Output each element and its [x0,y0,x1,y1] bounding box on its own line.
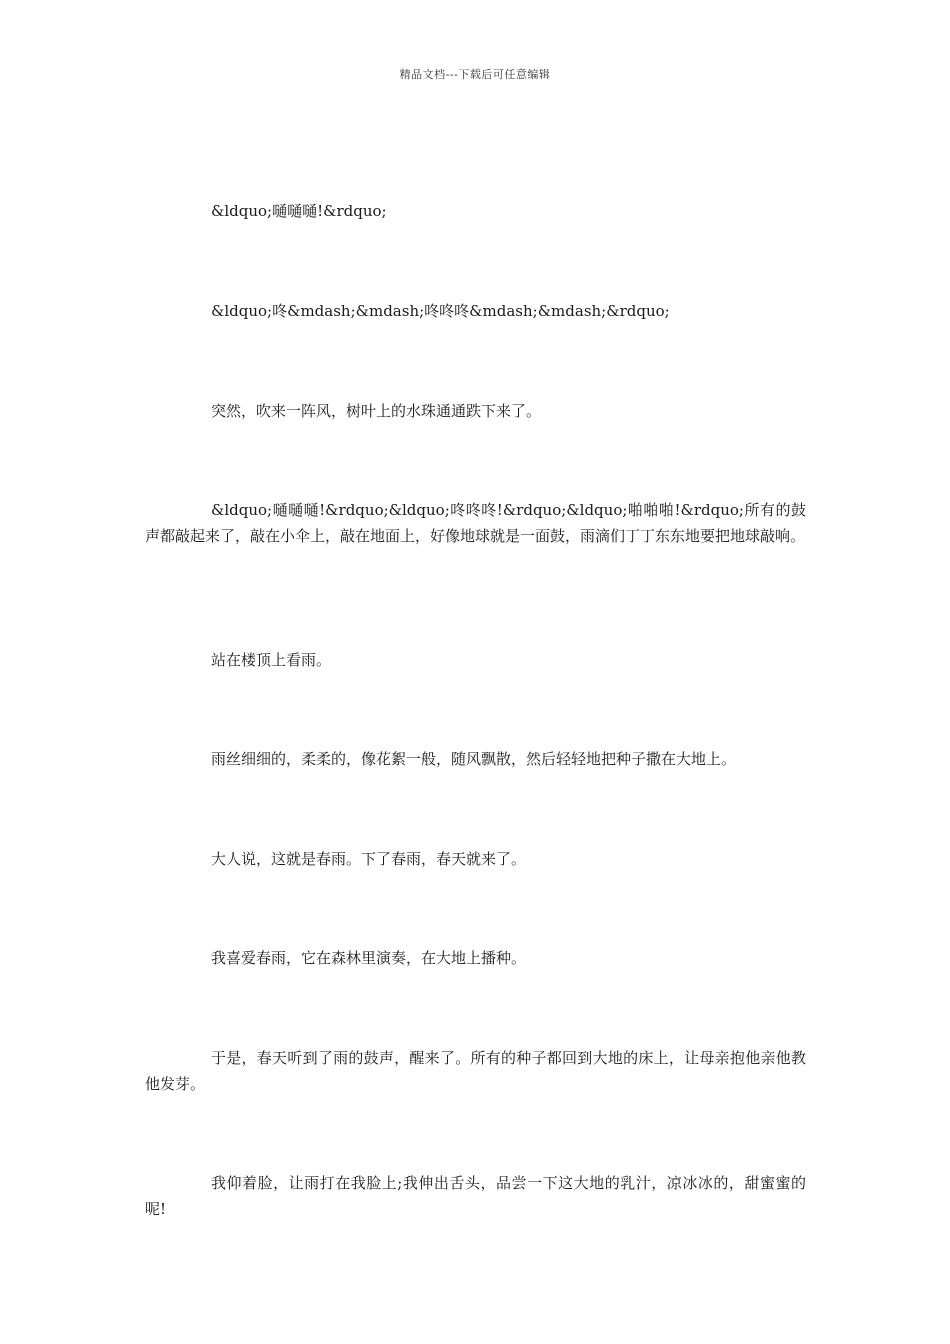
paragraph-8: 我喜爱春雨，它在森林里演奏，在大地上播种。 [211,949,527,967]
paragraph-2: &ldquo;咚&mdash;&mdash;咚咚咚&mdash;&mdash;&rdquo; [211,302,670,320]
paragraph-6: 雨丝细细的，柔柔的，像花絮一般，随风飘散，然后轻轻地把种子撒在大地上。 [211,750,737,768]
paragraph-9: 于是，春天听到了雨的鼓声，醒来了。所有的种子都回到大地的床上，让母亲抱他亲他教他发芽。 [145,1049,806,1093]
paragraph-4: &ldquo;嗵嗵嗵!&rdquo;&ldquo;咚咚咚!&rdquo;&ldquo;啪啪啪!&rdquo;所有的鼓声都敲起来了，敲在小伞上，敲在地面上，好像地球就是一面鼓，雨滴们丁丁东东地要把地球敲响。 [145,501,806,545]
paragraph-3: 突然，吹来一阵风，树叶上的水珠通通跌下来了。 [211,402,542,420]
page-header: 精品文档---下载后可任意编辑 [399,68,551,81]
paragraph-10: 我仰着脸，让雨打在我脸上;我伸出舌头，品尝一下这大地的乳汁，凉冰冰的，甜蜜蜜的呢! [145,1174,806,1218]
paragraph-7: 大人说，这就是春雨。下了春雨，春天就来了。 [211,850,527,868]
paragraph-1: &ldquo;嗵嗵嗵!&rdquo; [211,202,387,220]
paragraph-5: 站在楼顶上看雨。 [211,651,332,669]
